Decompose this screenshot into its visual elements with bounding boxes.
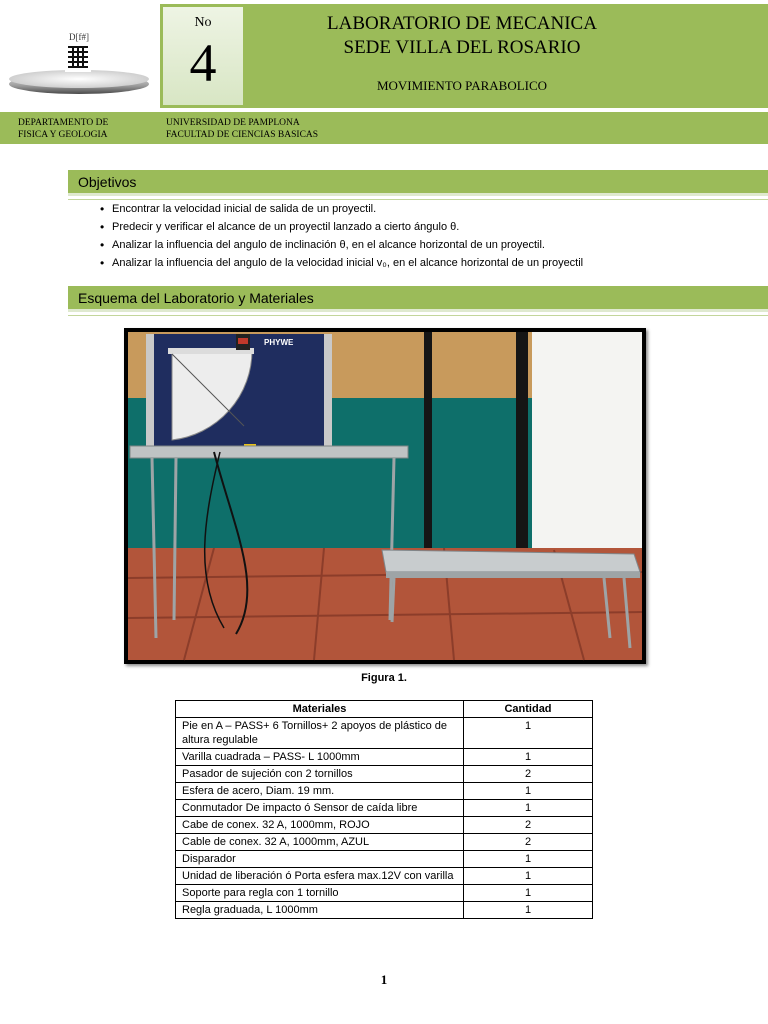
material-name: Unidad de liberación ó Porta esfera max.12V con varilla bbox=[176, 868, 464, 885]
department-line-1: DEPARTAMENTO DE bbox=[18, 118, 109, 128]
scheme-heading: Esquema del Laboratorio y Materiales bbox=[68, 286, 768, 312]
material-quantity: 1 bbox=[464, 783, 593, 800]
page-title bbox=[246, 12, 678, 60]
faculty-line: FACULTAD DE CIENCIAS BASICAS bbox=[166, 130, 319, 140]
material-quantity: 1 bbox=[464, 902, 593, 919]
page-number: 1 bbox=[380, 972, 388, 987]
university-name bbox=[166, 117, 318, 141]
table-row bbox=[176, 902, 593, 919]
material-quantity: 2 bbox=[464, 766, 593, 783]
practice-title: MOVIMIENTO PARABOLICO bbox=[376, 78, 548, 93]
material-quantity: 1 bbox=[464, 868, 593, 885]
material-name: Cabe de conex. 32 A, 1000mm, ROJO bbox=[176, 817, 464, 834]
material-quantity: 1 bbox=[464, 885, 593, 902]
title-line-2: SEDE VILLA DEL ROSARIO bbox=[343, 37, 581, 58]
table-header-row bbox=[176, 701, 593, 718]
material-quantity: 1 bbox=[464, 800, 593, 817]
table-row bbox=[176, 851, 593, 868]
table-row bbox=[176, 817, 593, 834]
department-bar bbox=[0, 112, 768, 144]
material-quantity: 2 bbox=[464, 834, 593, 851]
title-banner bbox=[246, 4, 768, 108]
table-row bbox=[176, 800, 593, 817]
table-row bbox=[176, 766, 593, 783]
material-name: Disparador bbox=[176, 851, 464, 868]
material-name: Varilla cuadrada – PASS- L 1000mm bbox=[176, 749, 464, 766]
svg-text:D[f#]: D[f#] bbox=[69, 32, 89, 42]
material-name: Pie en A – PASS+ 6 Tornillos+ 2 apoyos de plástico de altura regulable bbox=[176, 718, 464, 749]
university-line-1: UNIVERSIDAD DE PAMPLONA bbox=[166, 118, 300, 128]
material-name: Conmutador De impacto ó Sensor de caída libre bbox=[176, 800, 464, 817]
logo-disc-icon bbox=[6, 22, 152, 104]
table-row bbox=[176, 783, 593, 800]
lab-setup-illustration bbox=[124, 328, 646, 664]
lab-number-box bbox=[160, 4, 246, 108]
department-name bbox=[18, 117, 108, 141]
objective-item: • Analizar la influencia del angulo de la velocidad inicial v₀, en el alcance horizontal de un proyectil bbox=[100, 254, 583, 272]
lab-number-label: No bbox=[194, 15, 212, 30]
department-line-2: FISICA Y GEOLOGIA bbox=[18, 130, 108, 140]
table-row bbox=[176, 834, 593, 851]
column-header-quantity: Cantidad bbox=[464, 701, 593, 718]
lab-number: 4 bbox=[189, 33, 217, 93]
table-row bbox=[176, 749, 593, 766]
objective-item: • Analizar la influencia del angulo de inclinación θ, en el alcance horizontal de un proyectil. bbox=[100, 236, 583, 254]
material-quantity: 1 bbox=[464, 718, 593, 749]
material-quantity: 2 bbox=[464, 817, 593, 834]
figure-caption: Figura 1. bbox=[361, 672, 407, 684]
objectives-heading: Objetivos bbox=[68, 170, 768, 196]
material-quantity: 1 bbox=[464, 749, 593, 766]
objective-item: • Encontrar la velocidad inicial de salida de un proyectil. bbox=[100, 200, 583, 218]
table-row bbox=[176, 718, 593, 749]
objective-item: • Predecir y verificar el alcance de un proyectil lanzado a cierto ángulo θ. bbox=[100, 218, 583, 236]
materials-table bbox=[175, 700, 593, 919]
material-name: Regla graduada, L 1000mm bbox=[176, 902, 464, 919]
material-name: Pasador de sujeción con 2 tornillos bbox=[176, 766, 464, 783]
material-name: Soporte para regla con 1 tornillo bbox=[176, 885, 464, 902]
lab-setup-photo bbox=[124, 328, 646, 664]
objectives-list bbox=[100, 200, 583, 272]
column-header-materials: Materiales bbox=[176, 701, 464, 718]
title-line-1: LABORATORIO DE MECANICA bbox=[327, 13, 597, 34]
material-name: Esfera de acero, Diam. 19 mm. bbox=[176, 783, 464, 800]
svg-text:PHYWE: PHYWE bbox=[264, 338, 294, 347]
table-row bbox=[176, 885, 593, 902]
university-logo bbox=[6, 22, 152, 104]
material-name: Cable de conex. 32 A, 1000mm, AZUL bbox=[176, 834, 464, 851]
material-quantity: 1 bbox=[464, 851, 593, 868]
table-row bbox=[176, 868, 593, 885]
